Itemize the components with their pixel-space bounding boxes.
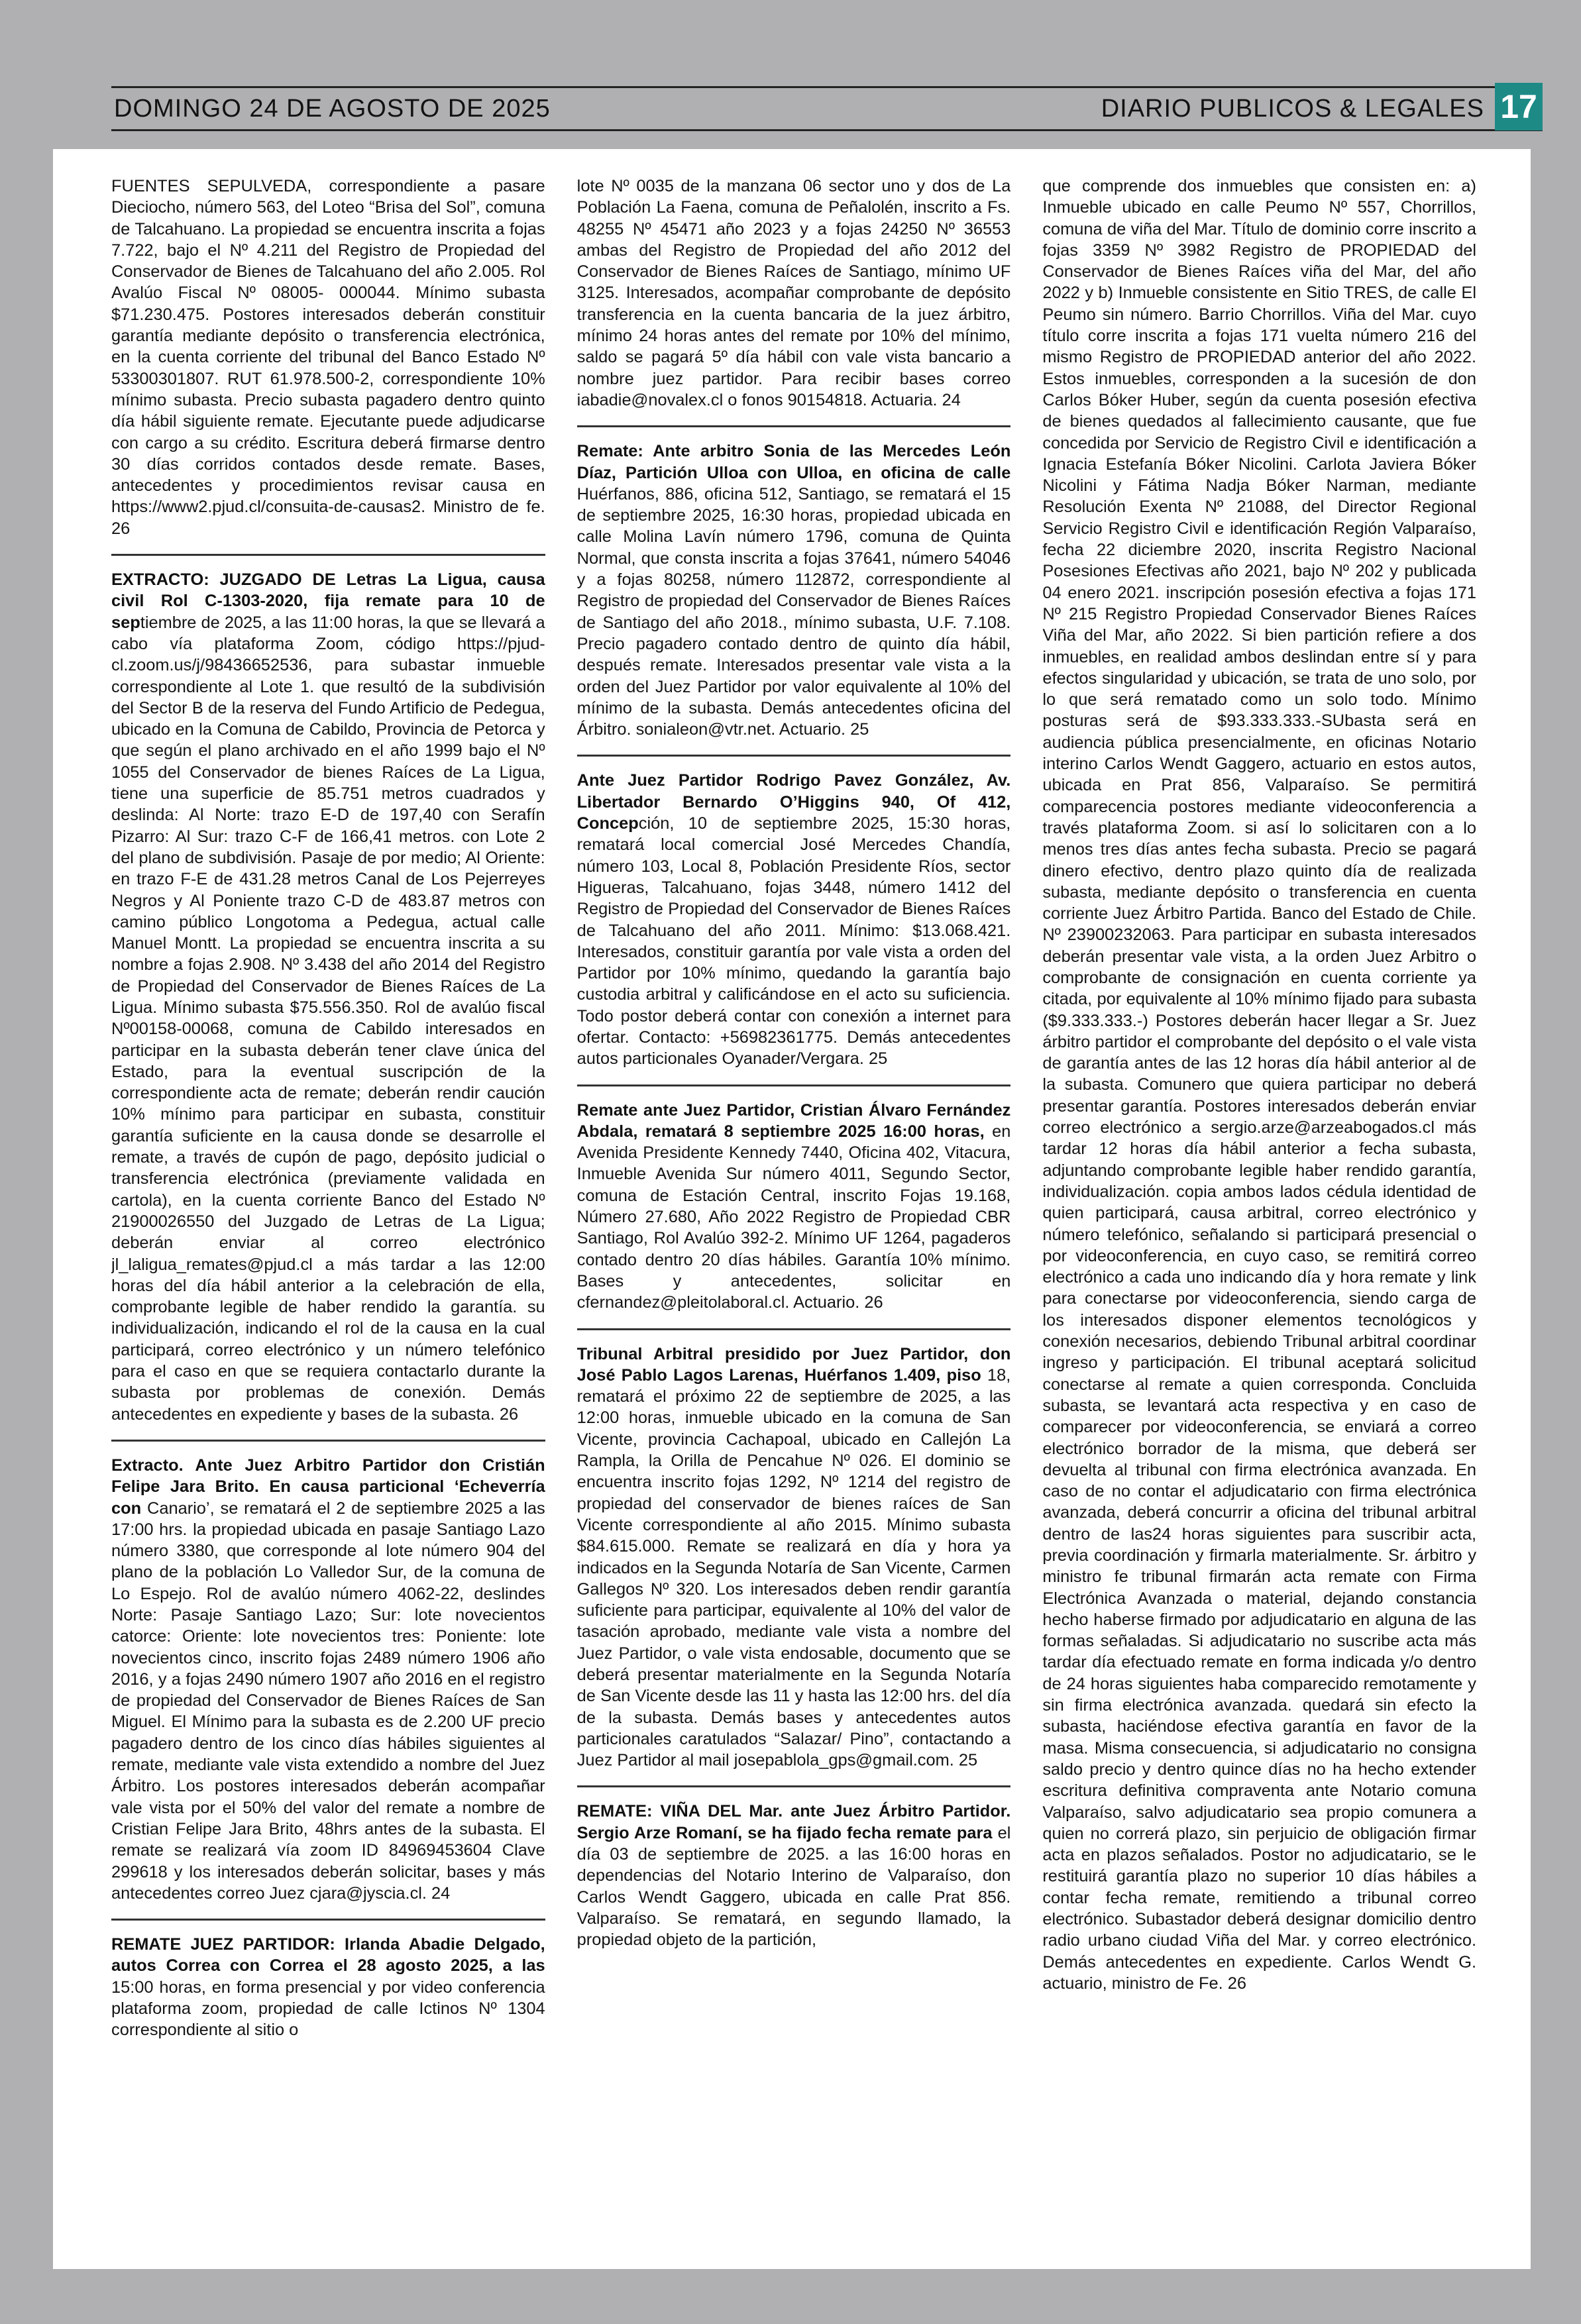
notice-separator <box>577 1328 1011 1330</box>
notice-lead: Ante Juez Partidor Rodrigo Pavez González, Av. Libertador Bernardo O’Higgins 940, Of 412, Concep <box>576 771 1011 833</box>
notice-lead: Remate: Ante arbitro Sonia de las Mercedes León Díaz, Partición Ulloa con Ulloa, en oficina de calle <box>576 442 1011 482</box>
notice-lead: REMATE JUEZ PARTIDOR: Irlanda Abadie Delgado, autos Correa con Correa el 28 agosto 2025, a las <box>111 1935 545 1976</box>
legal-notice <box>577 176 1011 411</box>
legal-notice <box>111 569 545 1425</box>
legal-notice <box>111 1934 545 2040</box>
page-number-badge: 17 <box>1495 83 1543 131</box>
page-header <box>111 86 1543 131</box>
notice-body: ción, 10 de septiembre 2025, 15:30 horas, rematará local comercial José Mercedes Chandía, número 103, Local 8, Población Presidente Ríos, sector Higueras, Talcahuano, fojas 3448, número 1412 del Registro de Propiedad del Conservador de Bienes Raíces de Talcahuano del año 2011. Mínimo: $13.068.421. Interesados, constituir garantía por vale vista a orden del Partidor por 10% mínimo, quedando la garantía bajo custodia arbitral y calificándose en el acto su suficiencia. Todo postor deberá contar con conexión a internet para ofertar. Contacto: +56982361775. Demás antecedentes autos particionales Oyanader/Vergara. 25 <box>576 814 1011 1069</box>
legal-notice <box>577 1801 1011 1950</box>
notice-body: en Avenida Presidente Kennedy 7440, Oficina 402, Vitacura, Inmueble Avenida Sur número 4011, Segundo Sector, comuna de Estación Central, inscrito Fojas 19.168, Número 27.680, Año 2022 Registro de Propiedad CBR Santiago, Rol Avalúo 392-2. Mínimo UF 1264, pagaderos contado dentro 20 días hábiles. Garantía 10% mínimo. Bases y antecedentes, solicitar en cfernandez@pleitolaboral.cl. Actuario. 26 <box>576 1122 1011 1312</box>
notice-separator <box>111 1440 545 1442</box>
notice-body: el día 03 de septiembre de 2025. a las 16:00 horas en dependencias del Notario Interino de Valparaíso, don Carlos Wendt Gaggero, ubicada en calle Prat 856. Valparaíso. Se rematará, en segundo llamado, la propiedad objeto de la partición, <box>576 1823 1011 1950</box>
legal-notice <box>577 770 1011 1069</box>
notice-lead: Remate ante Juez Partidor, Cristian Álvaro Fernández Abdala, rematará 8 septiembre 2025 16:00 horas, <box>576 1100 1011 1141</box>
notice-lead: Tribunal Arbitral presidido por Juez Partidor, don José Pablo Lagos Larenas, Huérfanos 1.409, piso <box>576 1344 1011 1385</box>
notice-lead: EXTRACTO: JUZGADO DE Letras La Ligua, causa civil Rol C-1303-2020, fija remate para 10 de sep <box>111 570 545 632</box>
notice-columns <box>111 176 1476 2256</box>
notice-lead: Extracto. Ante Juez Arbitro Partidor don Cristián Felipe Jara Brito. En causa particional ‘Echeverría con <box>111 1455 545 1518</box>
legal-notice <box>577 1100 1011 1314</box>
legal-notice <box>577 1344 1011 1771</box>
header-right <box>1101 88 1543 129</box>
notice-body: tiembre de 2025, a las 11:00 horas, la que se llevará a cabo vía plataforma Zoom, código https://pjud-cl.zoom.us/j/98436652536, para subastar inmueble correspondiente al Lote 1. que resultó de la subdivisión del Sector B de la reserva del Fundo Artificio de Pedegua, ubicado en la Comuna de Cabildo, Provincia de Petorca y que según el plano archivado en el año 1999 bajo el Nº 1055 del Conservador de bienes Raíces de La Ligua, tiene una superficie de 85.751 metros cuadrados y deslinda: Al Norte: trazo E-D de 197,40 con Serafín Pizarro: Al Sur: trazo C-F de 166,41 metros. con Lote 2 del plano de subdivisión. Pasaje de por medio; Al Oriente: en trazo F-E de 431.28 metros Canal de Los Pejerreyes Negros y Al Poniente trazo C-D de 483.87 metros con camino público Longotoma a Pedegua, actual calle Manuel Montt. La propiedad se encuentra inscrita a su nombre a fojas 2.908. Nº 3.438 del año 2014 del Registro de Propiedad del Conservador de Bienes Raíces de La Ligua. Mínimo subasta $75.556.350. Rol de avalúo fiscal Nº00158-00068, comuna de Cabildo interesados en participar en la subasta deberán tener clave única del Estado, para la eventual suscripción de la correspondiente acta de remate; deberán rendir caución 10% mínimo para participar en subasta, constituir garantía suficiente en la causa donde se desarrolle el remate, a través de cupón de pago, depósito judicial o transferencia electrónica (previamente validada en cartola), en la cuenta corriente Banco del Estado Nº 21900026550 del Juzgado de Letras de La Ligua; deberán enviar al correo electrónico jl_laligua_remates@pjud.cl a más tardar a las 12:00 horas del día hábil anterior a la celebración de ella, comprobante legible de haber rendido la garantía. su individualización, indicando el rol de la causa en la cual participará, correo electrónico y un número telefónico para el caso en que se requiera contactarlo durante la subasta por problemas de conexión. Demás antecedentes en expediente y bases de la subasta. 26 <box>111 613 545 1424</box>
notice-separator <box>577 425 1011 427</box>
legal-notice <box>577 441 1011 740</box>
publication-name: DIARIO PUBLICOS & LEGALES <box>1101 94 1484 123</box>
notice-body: FUENTES SEPULVEDA, correspondiente a pasare Dieciocho, número 563, del Loteo “Brisa del Sol”, comuna de Talcahuano. La propiedad se encuentra inscrita a fojas 7.722, bajo el Nº 4.211 del Registro de Propiedad del Conservador de Bienes de Talcahuano del año 2.005. Rol Avalúo Fiscal Nº 08005- 000044. Mínimo subasta $71.230.475. Postores interesados deberán constituir garantía mediante depósito o transferencia electrónica, en la cuenta corriente del tribunal del Banco Estado Nº 53300301807. RUT 61.978.500-2, correspondiente 10% mínimo subasta. Precio subasta pagadero dentro quinto día hábil siguiente remate. Ejecutante puede adjudicarse con cargo a su crédito. Escritura deberá firmarse dentro 30 días corridos contados desde remate. Bases, antecedentes y procedimientos revisar causa en https://www2.pjud.cl/consuita-de-causas2. Ministro de fe. 26 <box>111 177 545 538</box>
legal-notice <box>111 1455 545 1904</box>
issue-date: DOMINGO 24 DE AGOSTO DE 2025 <box>114 94 551 123</box>
notice-body: que comprende dos inmuebles que consisten en: a) Inmueble ubicado en calle Peumo Nº 557, Chorrillos, comuna de viña del Mar. Título de dominio corre inscrito a fojas 3359 Nº 3982 Registro de PROPIEDAD del Conservador de Bienes Raíces viña del Mar, del año 2022 y b) Inmueble consistente en Sitio TRES, de calle El Peumo sin número. Barrio Chorrillos. Viña del Mar. cuyo título corre inscrita a fojas 171 vuelta número 216 del mismo Registro de PROPIEDAD anterior del año 2022. Estos inmuebles, corresponden a la sucesión de don Carlos Bóker Huber, según da cuenta posesión efectiva de bienes quedados al fallecimiento causante, que fue concedida por Servicio de Registro Civil e identificación a Ignacia Estefanía Bóker Nicolini. Carlota Javiera Bóker Nicolini y Fátima Nadja Bóker Narman, mediante Resolución Exenta Nº 21088, del Director Regional Servicio Registro Civil e identificación Región Valparaíso, fecha 22 diciembre 2020, inscrita Registro Nacional Posesiones Efectivas año 2021, bajo Nº 202 y publicada 04 enero 2021. inscripción posesión efectiva a fojas 171 Nº 215 Registro Propiedad Conservador Bienes Raíces Viña del Mar, año 2022. Si bien partición refiere a dos inmuebles, en realidad ambos deslindan entre sí y para efectos singularidad y ubicación, se trata de uno solo, por lo que será rematado como un solo todo. Mínimo posturas será de $93.333.333.-SUbasta será en audiencia pública presencialmente, en oficinas Notario interino Carlos Wendt Gaggero, actuario en estos autos, ubicada en Prat 856, Valparaíso. Se permitirá comparecencia postores mediante videoconferencia a través plataforma Zoom. si así lo solicitaren con a lo menos tres días antes fecha subasta. Precio se pagará dinero efectivo, dentro plazo quinto día de realizada subasta, mediante depósito o transferencia en cuenta corriente Juez Árbitro Partida. Banco del Estado de Chile. Nº 23900232063. Para participar en subasta interesados deberán presentar vale vista, a la orden Juez Arbitro o comprobante de consignación en cuenta corriente ya citada, por equivalente al 10% mínimo fijado para subasta ($9.333.333.-) Postores deberán hacer llegar a Sr. Juez árbitro partidor el comprobante del depósito o el vale vista de garantía antes de las 12 horas día hábil anterior al de la subasta. Comunero que quiera participar no deberá presentar garantía. Postores interesados deberán enviar correo electrónico a sergio.arze@arzeabogados.cl más tardar 12 horas día hábil anterior a fecha subasta, adjuntando comprobante legible haber rendido garantía, individualización. copia ambos lados cédula identidad de quien participará, causa arbitral, correo electrónico y número telefónico, señalando si participará presencial o por videoconferencia, en cuyo caso, se remitirá correo electrónico a cada uno indicando día y hora remate y link para conectarse por videoconferencia, siendo carga de los interesados disponer elementos tecnológicos y conexión necesarios, debiendo Tribunal arbitral coordinar ingreso y participación. El tribunal aceptará solicitud conectarse al remate a quien corresponda. Concluida subasta, se levantará acta respectiva y en caso de comparecer por videoconferencia, se enviará a correo electrónico borrador de la misma, que deberá ser devuelta al tribunal con firma electrónica avanzada. En caso de no contar el adjudicatario con firma electrónica avanzada, deberá concurrir a oficina del tribunal arbitral dentro de las24 horas siguientes para suscribir acta, previa coordinación y firmarla materialmente. Sr. árbitro y ministro fe tribunal firmarán acta remate con Firma Electrónica Avanzada o material, dejando constancia hecho haberse firmado por adjudicatario en alguna de las formas señaladas. Si adjudicatario no suscribe acta más tardar día efectuado remate en forma indicada y/o dentro de 24 horas siguientes haba comparecido remotamente y sin firma electrónica avanzada. quedará sin efecto la subasta, haciéndose efectiva garantía en favor de la masa. Misma consecuencia, si adjudicatario no consigna saldo precio y dentro quince días no ha hecho extender escritura definitiva compraventa ante Notario comuna Valparaíso, salvo adjudicatario sea propio comunera a quien no correrá plazo, sin perjuicio de obligación firmar acta en plazos señalados. Postor no adjudicatario, se le restituirá garantía plazo no superior 10 días hábiles a contar fecha remate, remitiendo a tribunal correo electrónico. Subastador deberá designar domicilio dentro radio urbano ciudad Viña del Mar. y correo electrónico. Demás antecedentes en expediente. Carlos Wendt G. actuario, ministro de Fe. 26 <box>1042 177 1477 1993</box>
notice-body: 18, rematará el próximo 22 de septiembre de 2025, a las 12:00 horas, inmueble ubicado en la comuna de San Vicente, provincia Cachapoal, ubicado en Callejón La Rampla, la Orilla de Pencahue Nº 026. El dominio se encuentra inscrito fojas 1292, Nº 1214 del registro de propiedad del conservador de bienes raíces de San Vicente correspondiente al año 2015. Mínimo subasta $84.615.000. Remate se realizará en día y hora ya indicados en la Segunda Notaría de San Vicente, Carmen Gallegos Nº 320. Los interesados deben rendir garantía suficiente para participar, equivalente al 10% del valor de tasación aprobado, mediante vale vista a nombre del Juez Partidor, o vale vista endosable, documento que se deberá presentar materialmente en la Segunda Notaría de San Vicente desde las 11 y hasta las 12:00 hrs. del día de la subasta. Demás bases y antecedentes autos particionales caratulados “Salazar/ Pino”, contactando a Juez Partidor al mail josepablola_gps@gmail.com. 25 <box>576 1365 1011 1770</box>
column-2 <box>577 176 1011 2256</box>
notice-separator <box>577 1084 1011 1086</box>
notice-body: Canario’, se rematará el 2 de septiembre 2025 a las 17:00 hrs. la propiedad ubicada en pasaje Santiago Lazo número 3380, que corresponde al lote número 904 del plano de la población Lo Valledor Sur, de la comuna de Lo Espejo. Rol de avalúo número 4062-22, deslindes Norte: Pasaje Santiago Lazo; Sur: lote novecientos catorce: Oriente: lote novecientos tres: Poniente: lote novecientos cinco, inscrito fojas 2489 número 1906 año 2016, y a fojas 2490 número 1907 año 2016 en el registro de propiedad del Conservador de Bienes Raíces de San Miguel. El Mínimo para la subasta es de 2.200 UF precio pagadero dentro de los cinco días hábiles siguientes al remate, mediante vale vista extendido a nombre del Juez Árbitro. Los postores interesados deberán acompañar vale vista por el 50% del valor del remate a nombre de Cristian Felipe Jara Brito, 48hrs antes de la subasta. El remate se realizará vía zoom ID 84969453604 Clave 299618 y los interesados deberán solicitar, bases y más antecedentes correo Juez cjara@jyscia.cl. 24 <box>111 1499 545 1903</box>
column-1 <box>111 176 545 2256</box>
notice-separator <box>577 1785 1011 1787</box>
notice-body: lote Nº 0035 de la manzana 06 sector uno y dos de La Población La Faena, comuna de Peñalolén, inscrito a Fs. 48255 Nº 45471 año 2023 y a fojas 24250 Nº 36553 ambas del Registro de Propiedad del año 2012 del Conservador de Bienes Raíces de Santiago, mínimo UF 3125. Interesados, acompañar comprobante de depósito transferencia en la cuenta bancaria de la juez árbitro, mínimo 24 horas antes del remate por 10% del mínimo, saldo se pagará 5º día hábil con vale vista bancario a nombre juez partidor. Para recibir bases correo iabadie@novalex.cl o fonos 90154818. Actuaria. 24 <box>576 177 1011 409</box>
notice-lead: REMATE: VIÑA DEL Mar. ante Juez Árbitro Partidor. Sergio Arze Romaní, se ha fijado fecha remate para <box>576 1802 1011 1842</box>
notice-body: 15:00 horas, en forma presencial y por video conferencia plataforma zoom, propiedad de calle Ictinos Nº 1304 correspondiente al sitio o <box>111 1978 545 2040</box>
notice-body: Huérfanos, 886, oficina 512, Santiago, se rematará el 15 de septiembre 2025, 16:30 horas, propiedad ubicada en calle Molina Lavín número 1796, comuna de Quinta Normal, que consta inscrita a fojas 37641, número 54046 y a fojas 80258, número 112872, correspondiente al Registro de propiedad del Conservador de Bienes Raíces de Santiago del año 2018., mínimo subasta, U.F. 7.108. Precio pagadero contado dentro de quinto día hábil, después remate. Interesados presentar vale vista a la orden del Juez Partidor por valor equivalente al 10% del mínimo de la subasta. Demás antecedentes oficina del Árbitro. sonialeon@vtr.net. Actuario. 25 <box>576 484 1011 739</box>
notice-separator <box>111 1919 545 1921</box>
page-sheet <box>53 149 1531 2269</box>
notice-separator <box>577 755 1011 757</box>
column-3 <box>1042 176 1476 2256</box>
legal-notice <box>1042 176 1476 1994</box>
notice-separator <box>111 554 545 556</box>
legal-notice <box>111 176 545 539</box>
